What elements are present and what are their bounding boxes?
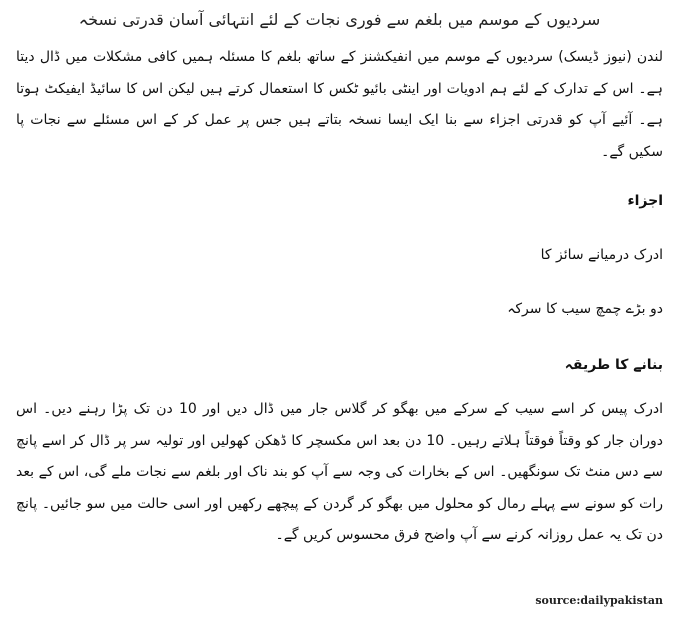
ingredients-heading: اجزاء — [627, 193, 663, 209]
intro-paragraph: لندن (نیوز ڈیسک) سردیوں کے موسم میں انفیکشنز کے ساتھ بلغم کا مسئلہ ہمیں کافی مشکلات میں ڈال دیتا ہے۔ اس کے تدارک کے لئے ہم ادویات اور اینٹی بائیو ٹکس کا استعمال کرتے ہیں لیکن اس کا سائیڈ ایفیکٹ ہوتا ہے۔ آئیے آپ کو قدرتی اجزاء سے بنا ایک ایسا نسخہ بتاتے ہیں جس پر عمل کر کے اس مسئلے سے نجات پا سکیں گے۔ — [16, 49, 663, 160]
article-title: سردیوں کے موسم میں بلغم سے فوری نجات کے لئے انتہائی آسان قدرتی نسخہ — [78, 10, 601, 29]
ingredient-item: دو بڑے چمچ سیب کا سرکہ — [507, 301, 663, 317]
source-credit: source:dailypakistan — [535, 594, 663, 607]
ingredient-item: ادرک درمیانے سائز کا — [540, 247, 663, 263]
method-heading: بنانے کا طریقہ — [564, 357, 663, 373]
method-paragraph: ادرک پیس کر اسے سیب کے سرکے میں بھگو کر گلاس جار میں ڈال دیں اور 10 دن تک پڑا رہنے دیں۔ اس دوران جار کو وقتاً فوقتاً ہلاتے رہیں۔ 10 دن بعد اس مکسچر کا ڈھکن کھولیں اور تولیہ سر پر ڈال کر اسے پانچ سے دس منٹ تک سونگھیں۔ اس کے بخارات کی وجہ سے آپ کو بند ناک اور بلغم سے نجات ملے گی، اس کے بعد رات کو سونے سے پہلے رمال کو محلول میں بھگو کر گردن کے پیچھے رکھیں اور اسی حالت میں سو جائیں۔ پانچ دن تک یہ عمل روزانہ کرنے سے آپ واضح فرق محسوس کریں گے۔ — [16, 401, 663, 543]
